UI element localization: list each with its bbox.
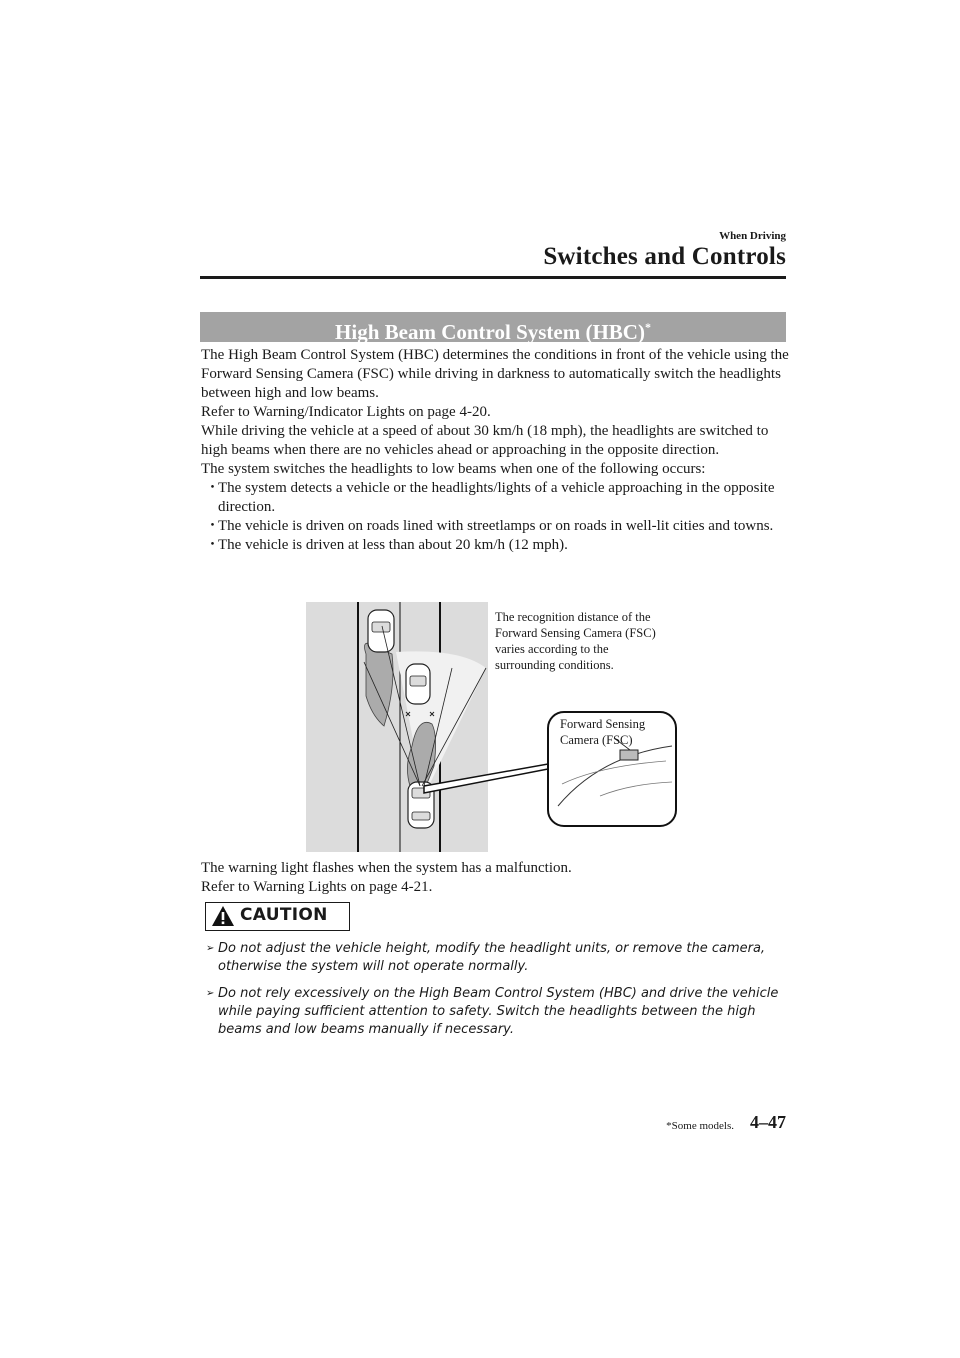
section-label: When Driving — [719, 230, 786, 242]
list-item — [201, 517, 791, 536]
intro-paragraph: Refer to Warning/Indicator Lights on page 4-20. — [201, 404, 491, 420]
footnote: *Some models. — [666, 1120, 734, 1132]
list-item-text: The vehicle is driven at less than about 20 km/h (12 mph). — [218, 537, 568, 553]
body-paragraph: The warning light flashes when the system has a malfunction. — [201, 860, 572, 876]
camera-icon — [620, 750, 638, 760]
callout-line: Camera (FSC) — [560, 733, 633, 747]
intro-paragraph: The system switches the headlights to low beams when one of the following occurs: — [201, 461, 706, 477]
caution-text: Do not rely excessively on the High Beam Control System (HBC) and drive the vehicle while paying sufficient attention to safety. Switch the headlights between the high beams and low beams manually if necessary. — [218, 986, 779, 1037]
recognition-distance-callout — [495, 609, 656, 673]
bullet-mark: ・ — [205, 518, 221, 534]
oncoming-vehicle-icon — [368, 610, 394, 652]
list-item-text: The vehicle is driven on roads lined with streetlamps or on roads in well-lit cities and towns. — [218, 518, 774, 534]
road-surface — [306, 602, 488, 852]
intro-paragraph: The High Beam Control System (HBC) determines the conditions in front of the vehicle using the Forward Sensing Camera (FSC) while driving in darkness to automatically switch the headlights between high and low beams. — [201, 347, 789, 401]
condition-list — [201, 479, 791, 555]
list-item — [201, 536, 791, 555]
list-item-text: The system detects a vehicle or the headlights/lights of a vehicle approaching in the opposite direction. — [218, 480, 775, 515]
intro-text — [201, 346, 791, 479]
callout-line: The recognition distance of the — [495, 610, 651, 624]
body-paragraph: Refer to Warning Lights on page 4-21. — [201, 879, 433, 895]
bullet-mark: ・ — [205, 480, 221, 496]
caution-item — [206, 940, 786, 976]
callout-line: Forward Sensing Camera (FSC) — [495, 626, 656, 640]
section-title: Switches and Controls — [543, 243, 786, 270]
list-item — [201, 479, 791, 517]
topic-banner — [200, 312, 786, 342]
malfunction-text — [201, 859, 791, 897]
page-number: 4–47 — [750, 1112, 786, 1132]
caution-item — [206, 985, 786, 1039]
arrow-bullet-icon: ➢ — [206, 988, 215, 999]
warning-triangle-icon — [211, 905, 235, 927]
callout-line: Forward Sensing — [560, 717, 646, 731]
arrow-bullet-icon: ➢ — [206, 943, 215, 954]
intro-paragraph: While driving the vehicle at a speed of about 30 km/h (18 mph), the headlights are switched to high beams when there are no vehicles ahead or approaching in the opposite direction. — [201, 423, 769, 458]
camera-callout — [560, 716, 645, 748]
caution-label: CAUTION — [240, 905, 328, 925]
callout-line: varies according to the — [495, 642, 609, 656]
header-rule — [200, 276, 786, 279]
banner-title: High Beam Control System (HBC) — [335, 320, 645, 344]
callout-line: surrounding conditions. — [495, 658, 614, 672]
some-models-marker: * — [644, 320, 651, 334]
caution-text: Do not adjust the vehicle height, modify the headlight units, or remove the camera, otherwise the system will not operate normally. — [218, 941, 766, 974]
bullet-mark: ・ — [205, 537, 221, 553]
